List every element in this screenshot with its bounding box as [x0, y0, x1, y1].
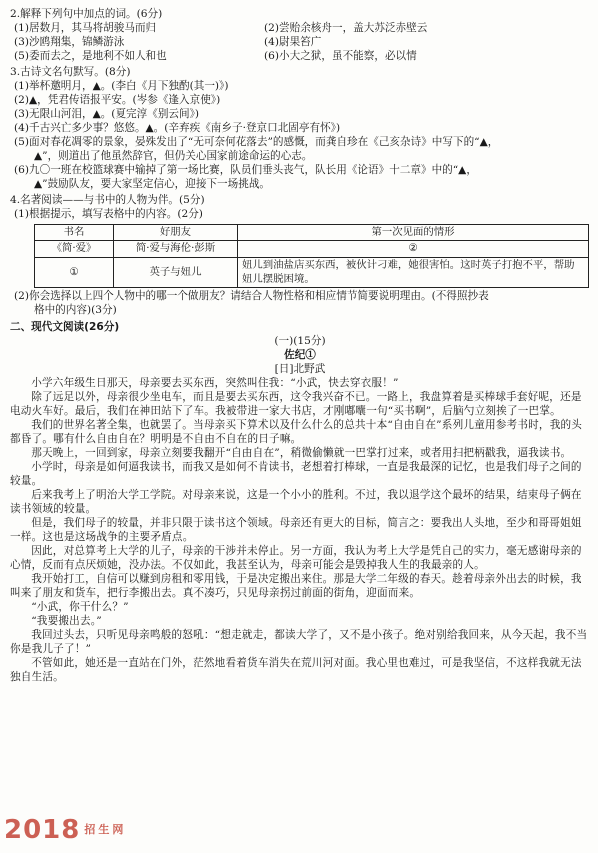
article-paragraph: 那天晚上，一回到家，母亲立刻要我翻开“自由自在”，稍微偷懒就一巴掌打过来，或者用扫把柄戳我，逼我读书。 [31, 447, 572, 460]
q2-item: (2)尝贻余核舟一，盖大苏泛赤壁云 [264, 21, 428, 34]
table-header: 书名 [35, 224, 114, 241]
question-2-title: 2.解释下列句中加点的词。(6分) [10, 8, 163, 20]
q3-line: (3)无限山河泪，▲。(夏完淳《别云间》) [14, 107, 200, 120]
question-4-title: 4.名著阅读——与书中的人物为伴。(5分) [10, 193, 205, 206]
q3-line: ▲”鼓励队友，要大家坚定信心，迎接下一场挑战。 [34, 177, 271, 190]
article-paragraph: 但是，我们母子的较量，并非只限于读书这个领域。母亲还有更大的目标，简言之：要我出人头地，至少和哥哥姐姐一样。这也是这场战争的主要矛盾点。 [10, 516, 582, 543]
q3-line: (5)面对春花凋零的景象，晏殊发出了“无可奈何花落去”的感慨，而龚自珍在《己亥杂诗》中写下的“▲， [14, 135, 499, 148]
table-header: 第一次见面的情形 [238, 224, 589, 241]
question-2 [10, 8, 590, 64]
table-cell: ② [238, 241, 589, 258]
book-table [34, 224, 589, 289]
article-paragraph: “小武，你干什么？” [31, 600, 129, 613]
table-cell: ① [35, 258, 114, 288]
article-paragraph: 小学六年级生日那天，母亲要去买东西，突然叫住我：“小武，快去穿衣服！” [31, 377, 399, 390]
watermark-year: 2018 [4, 814, 81, 845]
table-header-row [35, 224, 589, 241]
q4-sub2: (2)你会选择以上四个人物中的哪一个做朋友？请结合人物性格和相应情节简要说明理由。(不得照抄表 [14, 290, 489, 303]
article-title: 佐纪① [284, 349, 316, 362]
question-3-title: 3.古诗文名句默写。(8分) [10, 65, 131, 78]
article-part: (一)(15分) [274, 335, 326, 348]
q3-line: ▲”，则道出了他虽然辞官，但仍关心国家前途命运的心志。 [34, 149, 313, 162]
article-paragraph: 我们的世界名著全集，也就罢了。当母亲买下算术以及什么什么的总共十本“自由自在”系列儿童用参考书时，我的头都昏了。哪有什么自由自在？明明是不自由不自在的日子嘛。 [10, 419, 583, 446]
question-3 [10, 66, 590, 192]
q3-line: (2)▲，凭君传语报平安。(岑参《逢入京使》) [14, 93, 221, 106]
article-paragraph: 我开始打工，自信可以赚到房租和零用钱，于是决定搬出来住。那是大学二年级的春天。趁着母亲外出去的时候，我叫来了朋友和货车，把行李搬出去。真不凑巧，只见母亲拐过前面的街角，迎面而来。 [10, 572, 582, 599]
watermark-logo [4, 813, 126, 847]
q3-line: (4)千古兴亡多少事？悠悠。▲。(辛弃疾《南乡子·登京口北固亭有怀》) [14, 121, 341, 134]
q2-item: (1)居数月，其马将胡骏马而归 [14, 21, 157, 34]
section-heading: 二、现代文阅读(26分) [10, 321, 120, 334]
article-body [10, 377, 590, 684]
article-author: [日]北野武 [274, 363, 326, 376]
article-paragraph: 除了远足以外，母亲很少坐电车，而且是要去买东西，这令我兴奋不已。一路上，我盘算着是买棒球手套好呢，还是电动火车好。最后，我们在神田站下了车。我被带进一家大书店，才刚嘟囔一句“买书啊”，后脑勺立刻挨了一巴掌。 [10, 391, 582, 418]
q4-sub2-cont: 格中的内容)(3分) [34, 304, 117, 317]
table-header: 好朋友 [114, 224, 238, 241]
article-paragraph: 后来我考上了明治大学工学院。对母亲来说，这是一个小小的胜利。不过，我以退学这个最坏的结果，结束母子俩在读书领域的较量。 [10, 489, 582, 515]
table-row [35, 258, 589, 288]
table-cell: 妞儿到油盐店买东西，被伙计刁难，她很害怕。这时英子打抱不平，帮助妞儿摆脱困境。 [238, 258, 589, 288]
article-paragraph: 我回过头去，只听见母亲鸣般的怒吼：“想走就走，都读大学了，又不是小孩子。绝对别给我回来，从今天起，我不当你是我儿子了！” [10, 628, 588, 655]
q2-item: (4)尉果笞广 [264, 35, 322, 48]
question-4 [10, 194, 590, 319]
watermark-site: 招生网 [84, 822, 127, 836]
q3-line: (1)举杯邀明月，▲。(李白《月下独酌(其一)》) [14, 79, 229, 92]
q4-sub1: (1)根据提示，填写表格中的内容。(2分) [14, 207, 203, 220]
question-2-items [10, 22, 590, 64]
article-paragraph: 不管如此，她还是一直站在门外，茫然地看着货车消失在荒川河对面。我心里也难过，可是我坚信，不这样我就无法独自生活。 [10, 656, 582, 683]
exam-page [10, 6, 590, 685]
q2-item: (3)沙鸥翔集，锦鳞游泳 [14, 35, 125, 48]
q3-line: (6)九〇一班在校篮球赛中输掉了第一场比赛，队员们垂头丧气，队长用《论语》十二章》中的“▲， [14, 163, 477, 176]
table-cell: 英子与妞儿 [114, 258, 238, 288]
table-cell: 《简·爱》 [35, 241, 114, 258]
article-paragraph: “我要搬出去。” [31, 614, 102, 627]
table-cell: 简·爱与海伦·彭斯 [114, 241, 238, 258]
q2-item: (5)委而去之，是地利不如人和也 [14, 49, 167, 62]
table-row [35, 241, 589, 258]
article-paragraph: 因此，对总算考上大学的儿子，母亲的干涉并未停止。另一方面，我认为考上大学是凭自己的实力，毫无感谢母亲的心情，反而有点厌烦她，没办法。不仅如此，我甚至认为，母亲可能会是毁掉我人生的我最亲的人。 [10, 544, 582, 571]
article-paragraph: 小学时，母亲是如何逼我读书，而我又是如何不肯读书，老想着打棒球，一直是我最深的记忆，也是我们母子之间的较量。 [10, 461, 582, 488]
q2-item: (6)小大之狱，虽不能察，必以情 [264, 49, 417, 62]
